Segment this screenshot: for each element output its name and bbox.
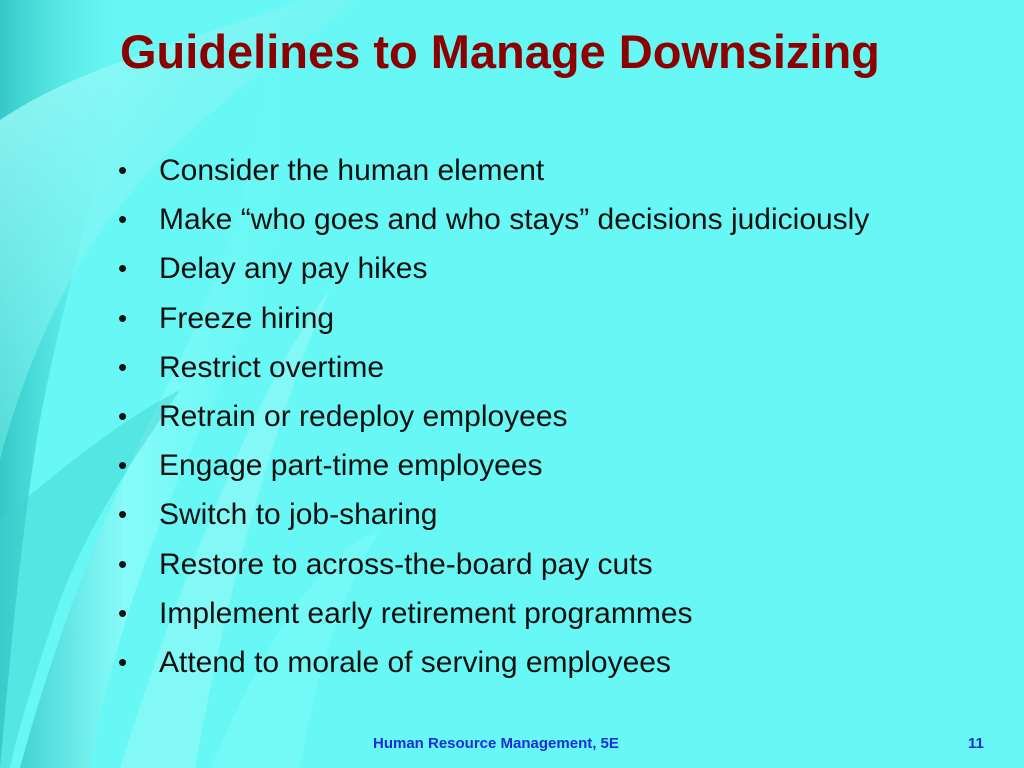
bullet-text: Restore to across-the-board pay cuts — [159, 547, 653, 581]
bullet-text: Make “who goes and who stays” decisions judiciously — [159, 203, 870, 237]
bullet-text: Delay any pay hikes — [159, 252, 428, 286]
bullet-icon: • — [118, 351, 128, 382]
bullet-text: Consider the human element — [159, 154, 545, 187]
bullet-text: Switch to job-sharing — [159, 498, 438, 532]
bullet-text: Attend to morale of serving employees — [159, 645, 671, 679]
bullet-text: Engage part-time employees — [159, 449, 543, 483]
bullet-icon: • — [118, 204, 128, 235]
bullet-icon: • — [118, 400, 128, 431]
bullet-icon: • — [118, 253, 128, 284]
bullet-icon: • — [118, 302, 128, 333]
bullet-icon: • — [118, 646, 128, 677]
bullet-icon: • — [118, 450, 128, 481]
bullet-text: Freeze hiring — [159, 301, 335, 335]
bullet-text: Retrain or redeploy employees — [159, 399, 568, 433]
footer-text: Human Resource Management, 5E — [373, 735, 619, 752]
bullet-icon: • — [118, 499, 128, 530]
page-number: 11 — [968, 735, 984, 752]
bullet-icon: • — [118, 548, 128, 579]
bullet-text: Implement early retirement programmes — [159, 596, 693, 630]
slide-title: Guidelines to Manage Downsizing — [120, 25, 880, 78]
bullet-icon: • — [118, 155, 128, 185]
bullet-icon: • — [118, 597, 128, 628]
bullet-text: Restrict overtime — [159, 350, 385, 384]
